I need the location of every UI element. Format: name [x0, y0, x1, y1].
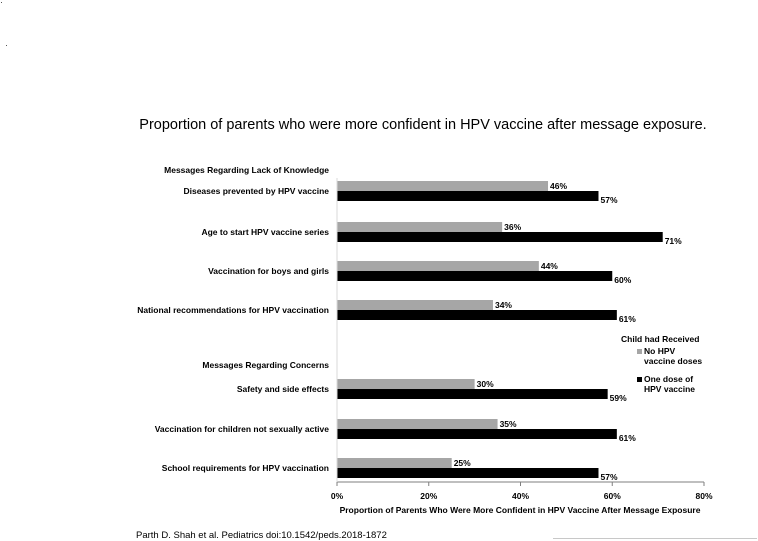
group-heading: Messages Regarding Lack of Knowledge — [164, 165, 329, 175]
bar-one-dose — [337, 232, 663, 242]
bar-no-dose — [337, 222, 502, 232]
bar-no-dose — [337, 419, 498, 429]
data-label: 71% — [664, 236, 682, 246]
data-label: 57% — [600, 472, 618, 482]
citation: Parth D. Shah et al. Pediatrics doi:10.1542/peds.2018-1872 — [136, 530, 387, 541]
bar-no-dose — [337, 379, 475, 389]
x-axis-label: Proportion of Parents Who Were More Confident in HPV Vaccine After Message Exposure — [339, 505, 701, 515]
data-label: 36% — [504, 222, 522, 232]
bar-no-dose — [337, 181, 548, 191]
x-tick-label: 0% — [330, 491, 344, 501]
group-heading: Messages Regarding Concerns — [202, 360, 329, 370]
legend-label: One dose of HPV vaccine — [644, 374, 696, 394]
legend-swatch — [637, 377, 642, 382]
data-label: 35% — [499, 419, 517, 429]
legend-swatch — [637, 349, 642, 354]
x-tick-label: 40% — [511, 491, 530, 501]
category-label: Age to start HPV vaccine series — [201, 227, 329, 237]
bar-no-dose — [337, 300, 493, 310]
bar-one-dose — [337, 191, 598, 201]
category-label: Safety and side effects — [236, 384, 329, 394]
data-label: 57% — [600, 195, 618, 205]
bar-one-dose — [337, 271, 612, 281]
x-tick-label: 60% — [603, 491, 621, 501]
x-tick-label: 80% — [695, 491, 713, 501]
legend-label: No HPV vaccine doses — [644, 346, 703, 366]
bar-one-dose — [337, 310, 617, 320]
x-tick-label: 20% — [420, 491, 438, 501]
data-label: 61% — [618, 433, 636, 443]
data-label: 25% — [453, 458, 471, 468]
bar-one-dose — [337, 429, 617, 439]
category-label: Vaccination for children not sexually active — [154, 424, 329, 434]
data-label: 46% — [550, 181, 568, 191]
footer-rule — [553, 538, 757, 539]
bar-no-dose — [337, 261, 539, 271]
data-label: 61% — [618, 314, 636, 324]
data-label: 59% — [609, 393, 627, 403]
category-label: National recommendations for HPV vaccination — [137, 305, 329, 315]
data-label: 44% — [540, 261, 558, 271]
category-label: Diseases prevented by HPV vaccine — [183, 186, 329, 196]
category-label: School requirements for HPV vaccination — [161, 463, 329, 473]
bar-one-dose — [337, 468, 598, 478]
bar-one-dose — [337, 389, 608, 399]
data-label: 34% — [494, 300, 512, 310]
category-label: Vaccination for boys and girls — [208, 266, 329, 276]
data-label: 30% — [476, 379, 494, 389]
bar-no-dose — [337, 458, 452, 468]
legend-title: Child had Received — [621, 334, 700, 344]
data-label: 60% — [614, 275, 632, 285]
page-title: Proportion of parents who were more confident in HPV vaccine after message exposure. — [139, 117, 707, 133]
